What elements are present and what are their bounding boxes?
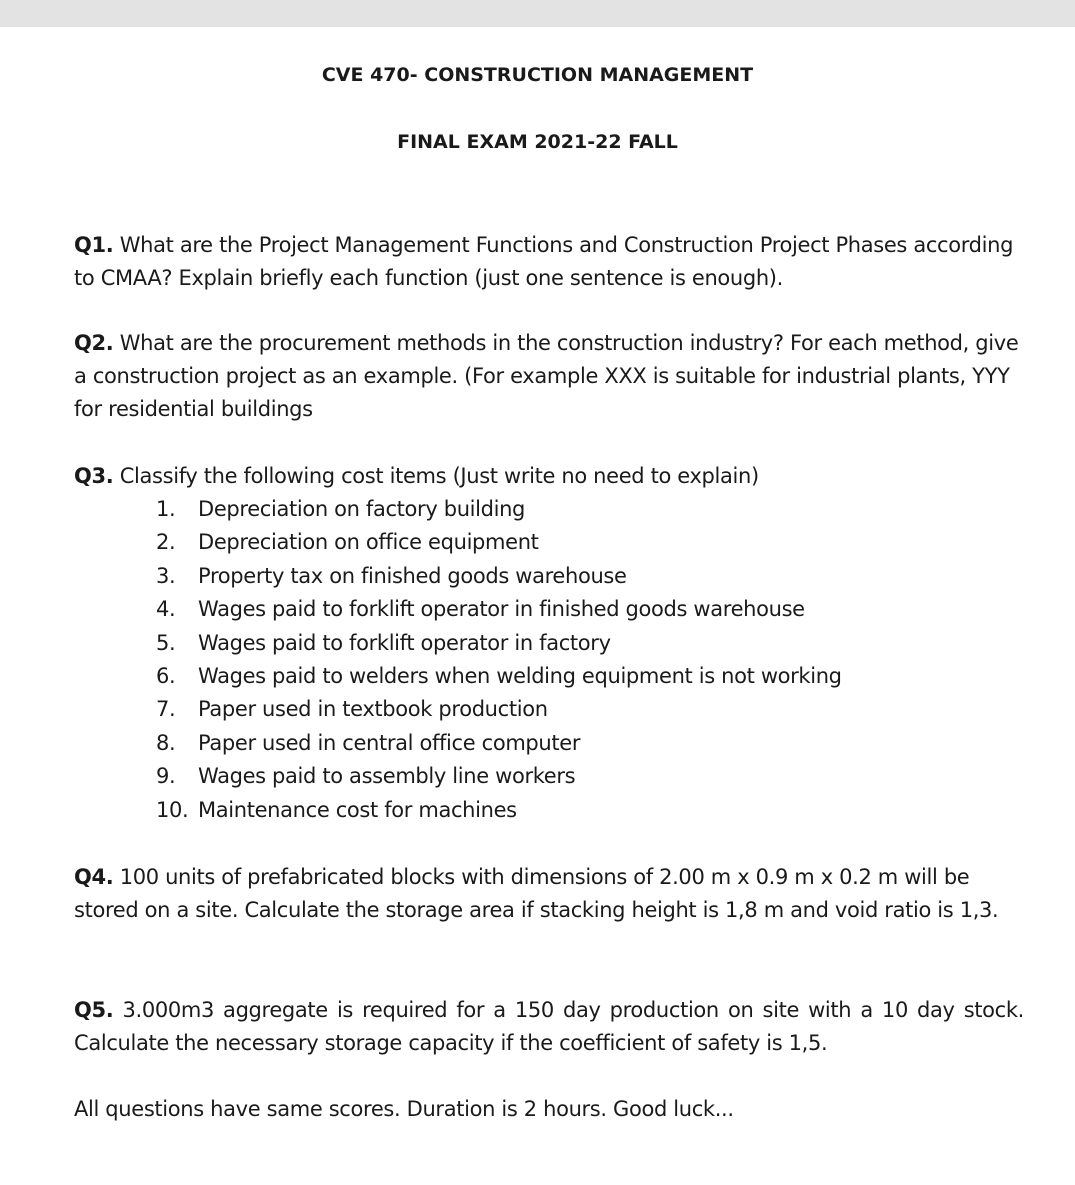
list-item-number: 3. [156,563,176,588]
list-item [74,794,1024,827]
exam-title: FINAL EXAM 2021-22 FALL [397,131,678,153]
question-label: Q3. [74,464,114,488]
list-item-number: 5. [156,630,176,655]
question-4 [74,861,1024,927]
question-text: What are the procurement methods in the construction industry? For each method, give a construction project as an example. (For example XXX is suitable for industrial plants, YYY for residential buildings [74,331,1019,421]
list-item-text: Depreciation on office equipment [198,530,539,555]
question-1 [74,229,1024,295]
document-page [0,27,1075,1185]
question-label: Q1. [74,233,114,257]
list-item [74,526,1024,559]
question-label: Q2. [74,331,114,355]
question-label: Q4. [74,865,114,889]
list-item-text: Wages paid to forklift operator in factory [198,630,611,655]
list-item [74,727,1024,760]
list-item [74,693,1024,726]
question-2 [74,327,1024,426]
list-item-number: 6. [156,663,176,688]
list-item-number: 4. [156,597,176,622]
course-title: CVE 470- CONSTRUCTION MANAGEMENT [321,64,754,86]
list-item [74,660,1024,693]
list-item [74,560,1024,593]
list-item-text: Maintenance cost for machines [198,797,517,822]
list-item-text: Property tax on finished goods warehouse [198,563,627,588]
list-item [74,627,1024,660]
list-item-number: 10. [156,797,189,822]
list-item [74,493,1024,526]
list-item-text: Wages paid to welders when welding equipment is not working [198,663,842,688]
list-item-text: Paper used in textbook production [198,697,548,722]
top-bar [0,0,1075,27]
list-item-number: 1. [156,497,176,521]
question-3 [74,460,1024,827]
list-item-number: 8. [156,730,176,755]
list-item-text: Wages paid to assembly line workers [198,764,576,789]
list-item-number: 2. [156,530,176,555]
list-item-text: Paper used in central office computer [198,730,581,755]
list-item-text: Depreciation on factory building [198,497,526,521]
question-label: Q5. [74,998,114,1022]
list-item [74,760,1024,793]
footer-note: All questions have same scores. Duration is 2 hours. Good luck... [74,1097,734,1121]
question-text: 3.000m3 aggregate is required for a 150 day production on site with a 10 day stock. Calculate the necessary storage capacity if the coefficient of safety is 1,5. [74,998,1024,1055]
question-text: 100 units of prefabricated blocks with dimensions of 2.00 m x 0.9 m x 0.2 m will be stored on a site. Calculate the storage area if stacking height is 1,8 m and void ratio is 1,3. [74,865,999,922]
list-item [74,593,1024,626]
list-item-number: 7. [156,697,176,722]
list-item-number: 9. [156,764,176,789]
list-item-text: Wages paid to forklift operator in finished goods warehouse [198,597,805,622]
question-text: Classify the following cost items (Just write no need to explain) [113,464,759,488]
question-5 [74,994,1024,1060]
question-text: What are the Project Management Functions and Construction Project Phases according to CMAA? Explain briefly each function (just one sentence is enough). [74,233,1014,290]
cost-items-list [74,493,1024,827]
